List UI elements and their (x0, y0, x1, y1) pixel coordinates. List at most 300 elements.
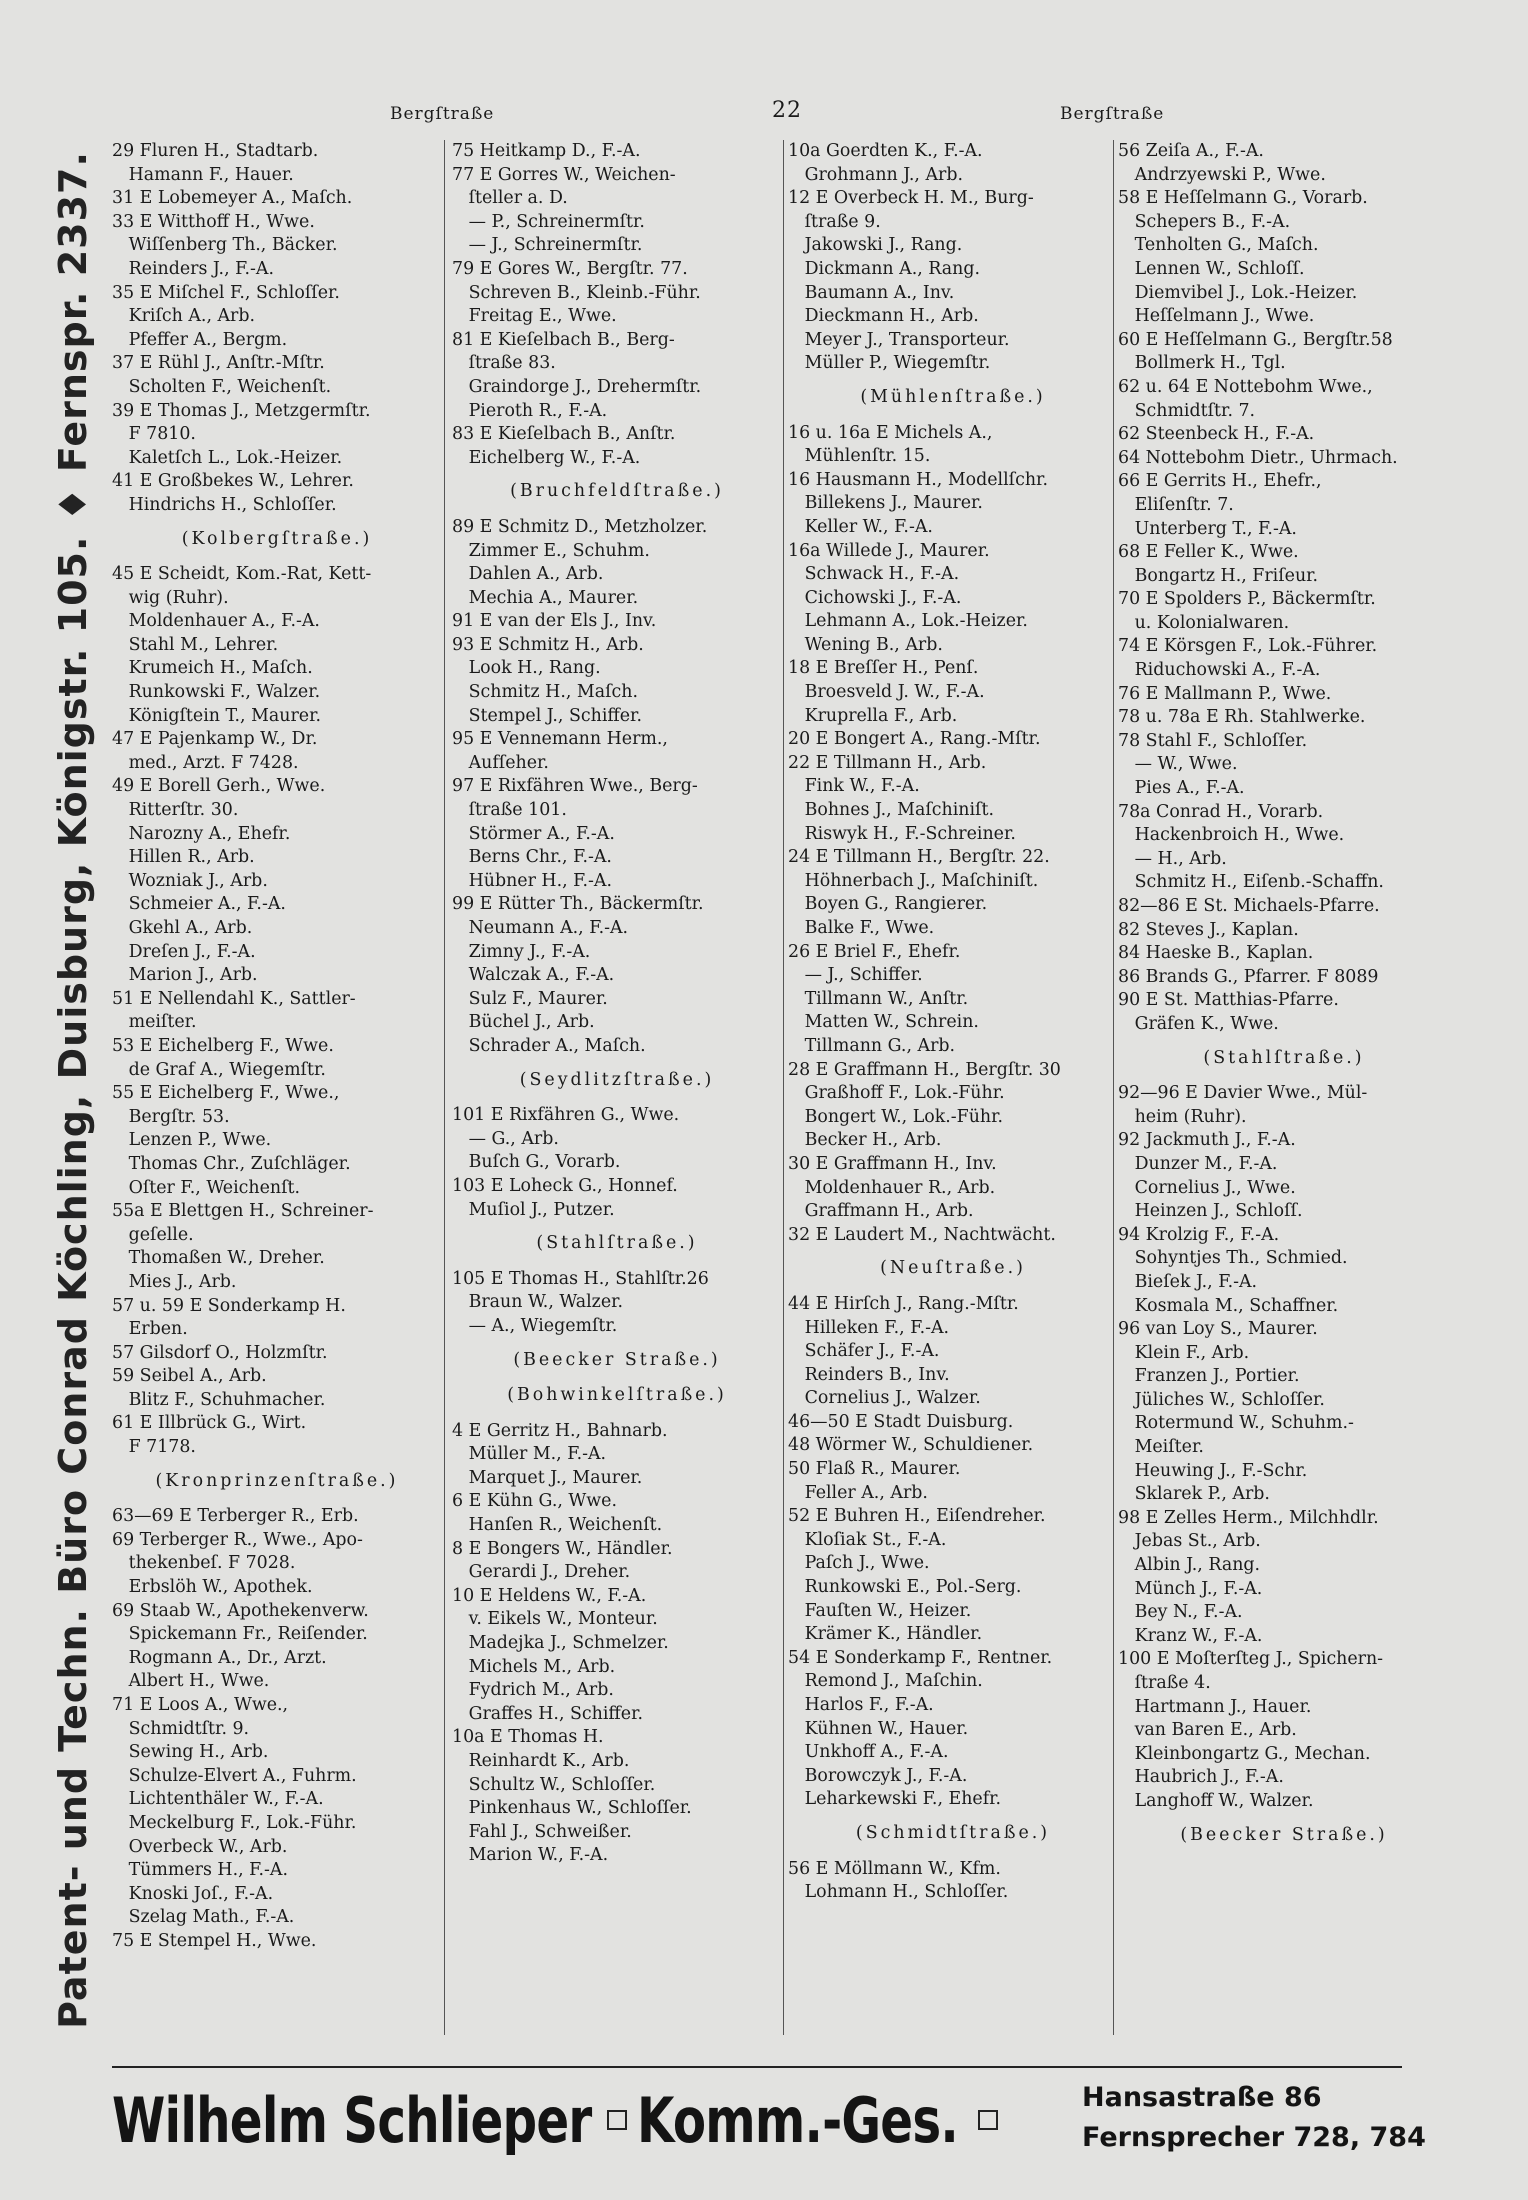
directory-entry: Kriſch A., Arb. (112, 306, 256, 327)
directory-entry: 33 E Witthoff H., Wwe. (112, 211, 315, 232)
directory-entry: 4 E Gerritz H., Bahnarb. (452, 1420, 668, 1441)
ad-company-form: Komm.-Ges. (636, 2083, 958, 2157)
directory-entry: Runkowski F., Walzer. (112, 682, 321, 703)
directory-entry: Zimny J., F.-A. (452, 941, 591, 962)
directory-entry: Rotermund W., Schuhm.- (1118, 1413, 1354, 1434)
directory-entry: 70 E Spolders P., Bäckermſtr. (1118, 589, 1376, 610)
directory-entry: 89 E Schmitz D., Metzholzer. (452, 516, 708, 537)
directory-entry: Erben. (112, 1319, 188, 1340)
directory-entry: Grohmann J., Arb. (788, 164, 963, 185)
directory-entry: Tümmers H., F.-A. (112, 1860, 289, 1881)
directory-entry: Klein F., Arb. (1118, 1342, 1250, 1363)
ad-square-ornament (978, 2110, 998, 2130)
page-number: 22 (772, 98, 802, 123)
directory-entry: Wozniak J., Arb. (112, 870, 268, 891)
directory-entry: med., Arzt. F 7428. (112, 752, 299, 773)
directory-entry: 105 E Thomas H., Stahlſtr.26 (452, 1268, 709, 1289)
directory-entry: Unkhoff A., F.-A. (788, 1742, 949, 1763)
column-4 (1118, 140, 1450, 2050)
directory-entry: meiſter. (112, 1012, 197, 1033)
directory-entry: Lennen W., Schloſſ. (1118, 258, 1305, 279)
directory-entry: 53 E Eichelberg F., Wwe. (112, 1035, 334, 1056)
side-advertisement (40, 140, 106, 2040)
directory-entry: 64 Nottebohm Dietr., Uhrmach. (1118, 447, 1398, 468)
directory-entry: Thomas Chr., Zuſchläger. (112, 1153, 351, 1174)
directory-entry: 10 E Heldens W., F.-A. (452, 1585, 647, 1606)
directory-entry: Dreſen J., F.-A. (112, 941, 256, 962)
directory-entry: Pieroth R., F.-A. (452, 400, 608, 421)
directory-entry: Höhnerbach J., Maſchiniſt. (788, 870, 1039, 891)
directory-entry: Riduchowski A., F.-A. (1118, 660, 1321, 681)
directory-entry: Langhoff W., Walzer. (1118, 1790, 1314, 1811)
directory-entry: Graffmann H., Arb. (788, 1201, 974, 1222)
bottom-advertisement (112, 2072, 1426, 2168)
directory-entry: Reinhardt K., Arb. (452, 1751, 630, 1771)
directory-entry: van Baren E., Arb. (1118, 1720, 1297, 1741)
directory-entry: Fauſten W., Heizer. (788, 1600, 972, 1621)
directory-entry: Rogmann A., Dr., Arzt. (112, 1647, 327, 1668)
directory-entry: 46—50 E Stadt Duisburg. (788, 1411, 1014, 1432)
street-section-heading: (Seydlitzſtraße.) (519, 1069, 715, 1090)
directory-entry: Becker H., Arb. (788, 1130, 942, 1151)
directory-entry: 78a Conrad H., Vorarb. (1118, 801, 1324, 822)
directory-entry: 82 Steves J., Kaplan. (1118, 919, 1299, 940)
directory-entry: 48 Wörmer W., Schuldiener. (788, 1435, 1034, 1456)
directory-entry: Bergſtr. 53. (112, 1106, 230, 1127)
directory-entry: Kloſiak St., F.-A. (788, 1529, 947, 1550)
street-section-heading: (Kolbergſtraße.) (181, 528, 373, 549)
directory-entry: 39 E Thomas J., Metzgermſtr. (112, 400, 371, 421)
directory-entry: Knoski Joſ., F.-A. (112, 1883, 274, 1904)
directory-entry: 22 E Tillmann H., Arb. (788, 752, 987, 773)
directory-entry: Stahl M., Lehrer. (112, 634, 279, 655)
directory-entry: Billekens J., Maurer. (788, 493, 983, 514)
directory-entry: wig (Ruhr). (112, 587, 229, 608)
directory-entry: 56 Zeiſa A., F.-A. (1118, 141, 1264, 161)
street-section-heading: (Bohwinkelſtraße.) (507, 1385, 727, 1406)
column-divider (444, 140, 445, 2035)
directory-entry: 81 E Kieſelbach B., Berg- (452, 329, 675, 350)
directory-entry: Lohmann H., Schloſſer. (788, 1882, 1009, 1903)
directory-entry: ſtraße 9. (788, 211, 881, 232)
directory-entry: 92—96 E Davier Wwe., Mül- (1118, 1083, 1368, 1104)
directory-entry: — W., Wwe. (1118, 754, 1238, 775)
directory-entry: Madejka J., Schmelzer. (452, 1633, 669, 1654)
directory-entry: 59 Seibel A., Arb. (112, 1366, 267, 1387)
directory-entry: thekenbeſ. F 7028. (112, 1553, 296, 1574)
street-section-heading: (Mühlenſtraße.) (860, 386, 1046, 407)
directory-entry: Borowczyk J., F.-A. (788, 1765, 968, 1786)
directory-entry: Mies J., Arb. (112, 1271, 237, 1292)
directory-entry: 101 E Rixfähren G., Wwe. (452, 1105, 680, 1126)
directory-entry: Krämer K., Händler. (788, 1624, 983, 1645)
directory-entry: Franzen J., Portier. (1118, 1366, 1300, 1387)
ad-contact (1082, 2078, 1426, 2158)
directory-entry: Hartmann J., Hauer. (1118, 1696, 1312, 1717)
directory-entry: Unterberg T., F.-A. (1118, 518, 1297, 539)
directory-entry: 99 E Rütter Th., Bäckermſtr. (452, 894, 704, 915)
directory-entry: Spickemann Fr., Reiſender. (112, 1624, 368, 1645)
directory-entry: 16 Hausmann H., Modellſchr. (788, 469, 1048, 490)
directory-entry: 60 E Heſſelmann G., Bergſtr.58 (1118, 329, 1393, 350)
ad-company-name: Wilhelm Schlieper (112, 2083, 592, 2157)
directory-entry: 26 E Briel F., Ehefr. (788, 941, 961, 962)
side-advertisement-text: Patent- und Techn. Büro Conrad Köchling, Duisburg, Königstr. 105. ♦ Fernspr. 2337. (51, 151, 96, 2029)
directory-entry: 69 Staab W., Apothekenverw. (112, 1600, 369, 1621)
directory-entry: Wening B., Arb. (788, 634, 943, 655)
directory-entry: Baumann A., Inv. (788, 282, 955, 303)
directory-entry: Schmitz H., Eiſenb.-Schaffn. (1118, 872, 1384, 893)
directory-entry: 55 E Eichelberg F., Wwe., (112, 1083, 340, 1104)
directory-entry: heim (Ruhr). (1118, 1106, 1247, 1127)
directory-entry: 97 E Rixfähren Wwe., Berg- (452, 776, 698, 797)
directory-entry: 84 Haeske B., Kaplan. (1118, 943, 1314, 964)
directory-entry: de Graf A., Wiegemſtr. (112, 1059, 326, 1080)
directory-entry: Schwack H., F.-A. (788, 564, 960, 585)
column-2 (452, 140, 782, 2050)
directory-entry: 74 E Körsgen F., Lok.-Führer. (1118, 636, 1378, 657)
directory-entry: 54 E Sonderkamp F., Rentner. (788, 1647, 1053, 1668)
directory-entry: Dahlen A., Arb. (452, 564, 604, 585)
directory-entry: Gräfen K., Wwe. (1118, 1013, 1279, 1034)
directory-entry: — H., Arb. (1118, 848, 1227, 869)
directory-entry: Schrader A., Maſch. (452, 1035, 646, 1056)
directory-entry: Pfeffer A., Bergm. (112, 329, 288, 350)
directory-entry: 41 E Großbekes W., Lehrer. (112, 471, 354, 492)
directory-entry: Lichtenthäler W., F.-A. (112, 1789, 324, 1810)
directory-entry: Fahl J., Schweißer. (452, 1821, 632, 1842)
directory-entry: Tenholten G., Maſch. (1118, 235, 1319, 256)
directory-entry: 63—69 E Terberger R., Erb. (112, 1506, 359, 1527)
directory-entry: 90 E St. Matthias-Pfarre. (1118, 990, 1339, 1011)
directory-entry: 94 Krolzig F., F.-A. (1118, 1224, 1280, 1245)
directory-entry: 10a E Thomas H. (452, 1727, 604, 1748)
directory-entry: Andrzyewski P., Wwe. (1118, 164, 1326, 185)
street-section-heading: (Kronprinzenſtraße.) (155, 1470, 399, 1491)
directory-entry: ſteller a. D. (452, 188, 568, 209)
directory-entry: Dunzer M., F.-A. (1118, 1153, 1278, 1174)
directory-entry: Pies A., F.-A. (1118, 778, 1245, 799)
directory-entry: ſtraße 4. (1118, 1673, 1211, 1693)
ad-address: Hansastraße 86 (1082, 2082, 1322, 2113)
directory-entry: Berns Chr., F.-A. (452, 847, 612, 868)
directory-entry: Szelag Math., F.-A. (112, 1907, 295, 1928)
directory-entry: Schulze-Elvert A., Fuhrm. (112, 1765, 357, 1786)
directory-entry: Diemvibel J., Lok.-Heizer. (1118, 282, 1358, 303)
directory-entry: Kleinbongartz G., Mechan. (1118, 1743, 1371, 1764)
directory-entry: F 7178. (112, 1437, 196, 1458)
directory-entry: 29 Fluren H., Stadtarb. (112, 141, 319, 161)
directory-entry: Hübner H., F.-A. (452, 870, 613, 891)
directory-entry: 50 Flaß R., Maurer. (788, 1459, 961, 1480)
directory-entry: Kaletſch L., Lok.-Heizer. (112, 447, 343, 468)
directory-entry: Riswyk H., F.-Schreiner. (788, 823, 1016, 844)
directory-entry: 91 E van der Els J., Inv. (452, 611, 657, 632)
directory-entry: Schmidtſtr. 9. (112, 1718, 250, 1739)
directory-entry: 96 van Loy S., Maurer. (1118, 1319, 1318, 1340)
directory-entry: Bongartz H., Friſeur. (1118, 565, 1319, 586)
directory-entry: Gerardi J., Dreher. (452, 1562, 631, 1583)
directory-entry: Heinzen J., Schloſſ. (1118, 1201, 1303, 1222)
directory-entry: Mühlenſtr. 15. (788, 446, 931, 467)
directory-entry: 51 E Nellendahl K., Sattler- (112, 988, 356, 1009)
directory-entry: Jüliches W., Schloſſer. (1118, 1389, 1325, 1410)
directory-entry: — J., Schiffer. (788, 965, 923, 986)
directory-entry: Feller A., Arb. (788, 1482, 928, 1503)
directory-entry: Cornelius J., Walzer. (788, 1388, 981, 1409)
column-3 (788, 140, 1118, 2050)
directory-entry: Muſiol J., Putzer. (452, 1199, 615, 1220)
street-section-heading: (Beecker Straße.) (1180, 1824, 1388, 1845)
directory-entry: 16 u. 16a E Michels A., (788, 422, 993, 443)
directory-entry: Runkowski E., Pol.-Serg. (788, 1577, 1022, 1598)
directory-entry: Kruprella F., Arb. (788, 705, 958, 726)
directory-entry: Kranz W., F.-A. (1118, 1625, 1263, 1646)
directory-entry: Pinkenhaus W., Schloſſer. (452, 1798, 692, 1819)
directory-entry: 103 E Loheck G., Honnef. (452, 1175, 678, 1196)
directory-entry: 37 E Rühl J., Anſtr.-Mſtr. (112, 353, 325, 374)
directory-entry: Dieckmann H., Arb. (788, 306, 979, 327)
directory-entry: Sulz F., Maurer. (452, 988, 608, 1009)
directory-entry: Graindorge J., Drehermſtr. (452, 376, 702, 397)
directory-entry: Hanſen R., Weichenſt. (452, 1515, 663, 1536)
directory-entry: Lenzen P., Wwe. (112, 1130, 272, 1151)
directory-entry: Reinders J., F.-A. (112, 258, 274, 279)
directory-entry: Blitz F., Schuhmacher. (112, 1389, 326, 1410)
directory-entry: 52 E Buhren H., Eiſendreher. (788, 1506, 1046, 1527)
directory-entry: Braun W., Walzer. (452, 1292, 624, 1313)
directory-entry: Bongert W., Lok.-Führ. (788, 1106, 1004, 1127)
directory-entry: Müller M., F.-A. (452, 1444, 607, 1465)
directory-entry: Bohnes J., Maſchiniſt. (788, 800, 995, 821)
directory-entry: Meckelburg F., Lok.-Führ. (112, 1812, 357, 1833)
directory-entry: Balke F., Wwe. (788, 918, 935, 938)
directory-entry: Tillmann W., Anſtr. (788, 988, 969, 1009)
directory-entry: F 7810. (112, 424, 196, 445)
directory-entry: Paſch J., Wwe. (788, 1553, 930, 1574)
directory-entry: Fydrich M., Arb. (452, 1680, 614, 1701)
directory-entry: — P., Schreinermſtr. (452, 211, 645, 232)
directory-entry: 31 E Lobemeyer A., Maſch. (112, 188, 353, 209)
directory-entry: Oſter F., Weichenſt. (112, 1177, 301, 1198)
directory-entry: Bey N., F.-A. (1118, 1602, 1243, 1623)
directory-entry: Mechia A., Maurer. (452, 587, 639, 608)
directory-entry: Zimmer E., Schuhm. (452, 540, 650, 561)
ad-square-ornament (607, 2110, 627, 2130)
directory-entry: 77 E Gorres W., Weichen- (452, 164, 676, 185)
directory-entry: 83 E Kieſelbach B., Anſtr. (452, 424, 676, 445)
directory-entry: Michels M., Arb. (452, 1656, 616, 1677)
directory-entry: 35 E Miſchel F., Schloſſer. (112, 282, 340, 303)
directory-entry: Cichowski J., F.-A. (788, 587, 962, 608)
directory-entry: 49 E Borell Gerh., Wwe. (112, 776, 326, 797)
directory-entry: 78 Stahl F., Schloſſer. (1118, 730, 1308, 751)
directory-entry: Moldenhauer R., Arb. (788, 1177, 996, 1198)
directory-entry: Leharkewski F., Ehefr. (788, 1789, 1002, 1810)
directory-entry: Meiſter. (1118, 1437, 1204, 1458)
directory-entry: 8 E Bongers W., Händler. (452, 1538, 673, 1559)
directory-entry: 28 E Graffmann H., Bergſtr. 30 (788, 1059, 1061, 1080)
directory-entry: Keller W., F.-A. (788, 516, 933, 537)
directory-entry: 18 E Breſſer H., Penſ. (788, 658, 979, 679)
directory-entry: Albin J., Rang. (1118, 1555, 1261, 1576)
directory-entry: Scholten F., Weichenſt. (112, 376, 332, 397)
directory-entry: Graffes H., Schiffer. (452, 1703, 643, 1724)
column-divider (1113, 140, 1114, 2035)
directory-entry: 10a Goerdten K., F.-A. (788, 141, 983, 161)
street-section-heading: (Stahlſtraße.) (536, 1233, 698, 1254)
directory-entry: Hilleken F., F.-A. (788, 1317, 950, 1338)
directory-entry: Eichelberg W., F.-A. (452, 447, 641, 468)
directory-entry: 62 Steenbeck H., F.-A. (1118, 424, 1315, 445)
directory-entry: — A., Wiegemſtr. (452, 1315, 618, 1336)
directory-entry: Büchel J., Arb. (452, 1012, 595, 1033)
directory-entry: 61 E Illbrück G., Wirt. (112, 1413, 307, 1434)
directory-entry: — G., Arb. (452, 1128, 559, 1149)
directory-entry: Jakowski J., Rang. (788, 235, 963, 256)
directory-entry: Königſtein T., Maurer. (112, 705, 322, 726)
directory-entry: Schreven B., Kleinb.-Führ. (452, 282, 701, 303)
directory-entry: 20 E Bongert A., Rang.-Mſtr. (788, 729, 1041, 750)
column-divider (783, 140, 784, 2035)
directory-entry: Meyer J., Transporteur. (788, 329, 1010, 350)
directory-entry: — J., Schreinermſtr. (452, 235, 643, 256)
directory-entry: Sohyntjes Th., Schmied. (1118, 1248, 1348, 1269)
directory-entry: Narozny A., Ehefr. (112, 823, 291, 844)
directory-entry: Schmitz H., Maſch. (452, 682, 638, 703)
directory-entry: 47 E Pajenkamp W., Dr. (112, 729, 318, 750)
directory-entry: 56 E Möllmann W., Kfm. (788, 1858, 1001, 1879)
directory-entry: 79 E Gores W., Bergſtr. 77. (452, 258, 688, 279)
street-section-heading: (Neuſtraße.) (880, 1258, 1026, 1279)
directory-entry: Jebas St., Arb. (1118, 1531, 1261, 1552)
directory-entry: Schepers B., F.-A. (1118, 211, 1291, 232)
directory-entry: 32 E Laudert M., Nachtwächt. (788, 1224, 1056, 1245)
directory-entry: Gkehl A., Arb. (112, 918, 253, 938)
directory-entry: Neumann A., F.-A. (452, 918, 629, 938)
directory-entry: Bieſek J., F.-A. (1118, 1271, 1258, 1292)
directory-entry: Heſſelmann J., Wwe. (1118, 306, 1315, 327)
directory-entry: Broesveld J. W., F.-A. (788, 682, 985, 703)
directory-entry: Hindrichs H., Schloſſer. (112, 494, 337, 515)
directory-entry: 68 E Feller K., Wwe. (1118, 542, 1299, 563)
directory-entry: 75 E Stempel H., Wwe. (112, 1930, 317, 1951)
directory-entry: 57 Gilsdorf O., Holzmſtr. (112, 1342, 328, 1363)
running-header-right: Bergſtraße (1060, 104, 1165, 124)
directory-entry: Tillmann G., Arb. (788, 1035, 956, 1056)
directory-entry: Hackenbroich H., Wwe. (1118, 825, 1345, 846)
directory-entry: Marion W., F.-A. (452, 1845, 609, 1866)
directory-entry: Krumeich H., Maſch. (112, 658, 313, 679)
directory-entry: Hillen R., Arb. (112, 847, 255, 868)
directory-entry: 78 u. 78a E Rh. Stahlwerke. (1118, 707, 1366, 728)
directory-entry: Störmer A., F.-A. (452, 823, 615, 844)
directory-entry: geſelle. (112, 1224, 194, 1245)
directory-entry: 57 u. 59 E Sonderkamp H. (112, 1295, 346, 1316)
directory-entry: Graßhoff F., Lok.-Führ. (788, 1083, 1005, 1104)
directory-entry: Dickmann A., Rang. (788, 258, 981, 279)
directory-entry: Schultz W., Schloſſer. (452, 1774, 656, 1795)
directory-entry: 66 E Gerrits H., Ehefr., (1118, 471, 1322, 492)
directory-entry: 69 Terberger R., Wwe., Apo- (112, 1529, 363, 1550)
street-section-heading: (Beecker Straße.) (513, 1349, 721, 1370)
directory-entry: Remond J., Maſchin. (788, 1671, 983, 1692)
directory-entry: Overbeck W., Arb. (112, 1836, 288, 1857)
directory-entry: Thomaßen W., Dreher. (112, 1248, 325, 1269)
directory-entry: Bollmerk H., Tgl. (1118, 353, 1286, 374)
directory-entry: 16a Willede J., Maurer. (788, 540, 990, 561)
directory-entry: 71 E Loos A., Wwe., (112, 1695, 289, 1715)
directory-entry: Haubrich J., F.-A. (1118, 1767, 1284, 1788)
directory-entry: 93 E Schmitz H., Arb. (452, 634, 644, 655)
directory-entry: Sewing H., Arb. (112, 1742, 269, 1763)
directory-entry: Münch J., F.-A. (1118, 1578, 1263, 1599)
directory-entry: Kühnen W., Hauer. (788, 1718, 969, 1739)
directory-entry: Schmidtſtr. 7. (1118, 400, 1256, 421)
directory-entry: 55a E Blettgen H., Schreiner- (112, 1201, 374, 1222)
directory-entry: u. Kolonialwaren. (1118, 612, 1290, 633)
directory-entry: Albert H., Wwe. (112, 1671, 270, 1692)
directory-entry: Ritterſtr. 30. (112, 800, 239, 821)
directory-entry: 86 Brands G., Pfarrer. F 8089 (1118, 966, 1379, 987)
directory-entry: 44 E Hirſch J., Rang.-Mſtr. (788, 1293, 1019, 1314)
directory-entry: v. Eikels W., Monteur. (452, 1609, 658, 1630)
directory-entry: ſtraße 83. (452, 353, 556, 374)
directory-entry: Moldenhauer A., F.-A. (112, 611, 320, 632)
street-section-heading: (Bruchfeldſtraße.) (510, 481, 724, 502)
ad-phone: Fernsprecher 728, 784 (1082, 2122, 1426, 2153)
directory-entry: Walczak A., F.-A. (452, 965, 615, 986)
directory-entry: Aufſeher. (452, 752, 549, 773)
directory-entry: 12 E Overbeck H. M., Burg- (788, 188, 1034, 209)
directory-entry: Look H., Rang. (452, 658, 601, 679)
directory-entry: Cornelius J., Wwe. (1118, 1177, 1296, 1198)
directory-entry: Marquet J., Maurer. (452, 1467, 643, 1488)
directory-entry: Matten W., Schrein. (788, 1012, 979, 1033)
directory-entry: 75 Heitkamp D., F.-A. (452, 141, 641, 161)
directory-entry: Reinders B., Inv. (788, 1364, 950, 1385)
directory-entry: Sklarek P., Arb. (1118, 1484, 1270, 1505)
directory-entry: Harlos F., F.-A. (788, 1695, 934, 1715)
directory-entry: 58 E Heſſelmann G., Vorarb. (1118, 188, 1368, 209)
directory-entry: ſtraße 101. (452, 800, 567, 821)
directory-entry: 45 E Scheidt, Kom.-Rat, Kett- (112, 564, 372, 585)
directory-entry: Schmeier A., F.-A. (112, 894, 286, 915)
directory-entry: 30 E Graffmann H., Inv. (788, 1153, 997, 1174)
directory-entry: 92 Jackmuth J., F.-A. (1118, 1130, 1296, 1151)
directory-entry: Eliſenſtr. 7. (1118, 494, 1234, 515)
directory-entry: Erbslöh W., Apothek. (112, 1577, 313, 1598)
directory-entry: Wiſſenberg Th., Bäcker. (112, 235, 338, 256)
directory-entry: Müller P., Wiegemſtr. (788, 353, 991, 374)
directory-entry: Hamann F., Hauer. (112, 164, 294, 185)
directory-entry: 6 E Kühn G., Wwe. (452, 1491, 617, 1512)
directory-entry: 76 E Mallmann P., Wwe. (1118, 683, 1332, 704)
ad-divider (112, 2066, 1402, 2068)
directory-entry: Boyen G., Rangierer. (788, 894, 988, 915)
directory-entry: Kosmala M., Schaffner. (1118, 1295, 1339, 1316)
directory-entry: 100 E Moſterſteg J., Spichern- (1118, 1649, 1384, 1670)
directory-entry: Freitag E., Wwe. (452, 306, 617, 327)
directory-entry: Heuwing J., F.-Schr. (1118, 1460, 1308, 1481)
directory-entry: 24 E Tillmann H., Bergſtr. 22. (788, 847, 1050, 868)
column-1 (112, 140, 442, 2050)
directory-entry: Schäfer J., F.-A. (788, 1341, 940, 1362)
directory-entry: 62 u. 64 E Nottebohm Wwe., (1118, 376, 1373, 397)
street-section-heading: (Stahlſtraße.) (1203, 1047, 1365, 1068)
directory-entry: Buſch G., Vorarb. (452, 1152, 621, 1173)
street-section-heading: (Schmidtſtraße.) (855, 1822, 1051, 1843)
